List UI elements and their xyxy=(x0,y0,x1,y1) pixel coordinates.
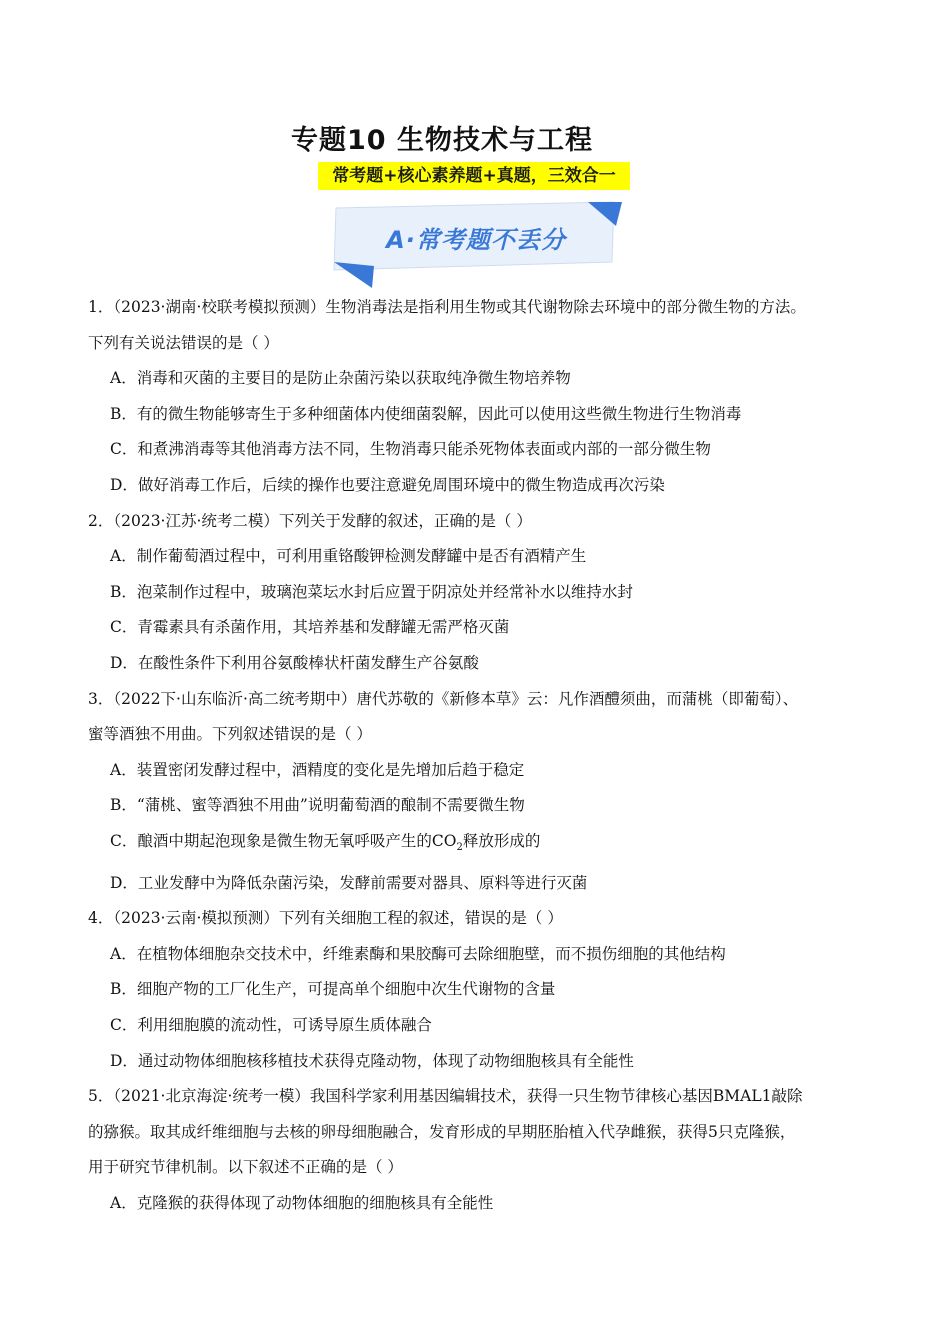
question-5-stem-line-3: 用于研究节律机制。以下叙述不正确的是（ ） xyxy=(88,1158,403,1177)
question-2-option-c: C．青霉素具有杀菌作用，其培养基和发酵罐无需严格灭菌 xyxy=(110,618,510,637)
question-5-option-a: A．克隆猴的获得体现了动物体细胞的细胞核具有全能性 xyxy=(110,1193,494,1212)
question-3-stem-line-2: 蜜等酒独不用曲。下列叙述错误的是（ ） xyxy=(88,725,372,744)
co2-subscript: 2 xyxy=(456,842,463,853)
question-2-option-b: B．泡菜制作过程中，玻璃泡菜坛水封后应置于阴凉处并经常补水以维持水封 xyxy=(110,582,633,601)
question-4 xyxy=(88,901,863,1079)
question-4-option-b: B．细胞产物的工厂化生产，可提高单个细胞中次生代谢物的含量 xyxy=(110,980,556,999)
question-1-stem-line-1: 1．（2023·湖南·校联考模拟预测）生物消毒法是指利用生物或其代谢物除去环境中的部分微生物的方法。 xyxy=(88,298,806,316)
subtitle-highlight: 常考题+核心素养题+真题，三效合一 xyxy=(318,162,630,190)
page-title: 专题10 生物技术与工程 xyxy=(291,125,593,156)
question-4-stem-line-1: 4．（2023·云南·模拟预测）下列有关细胞工程的叙述，错误的是（ ） xyxy=(88,909,563,928)
question-3 xyxy=(88,682,863,902)
question-2-stem-line-1: 2．（2023·江苏·统考二模）下列关于发酵的叙述，正确的是（ ） xyxy=(88,511,532,530)
question-3-option-d: D．工业发酵中为降低杂菌污染，发酵前需要对器具、原料等进行灭菌 xyxy=(110,873,588,892)
banner-label: A·常考题不丢分 xyxy=(386,226,566,254)
question-2 xyxy=(88,504,863,682)
question-5-stem-line-2: 的猕猴。取其成纤维细胞与去核的卵母细胞融合，发育形成的早期胚胎植入代孕雌猴，获得5只克隆猴， xyxy=(88,1122,796,1141)
question-3-option-c-tail: 释放形成的 xyxy=(462,831,541,850)
question-4-option-a: A．在植物体细胞杂交技术中，纤维素酶和果胶酶可去除细胞壁，而不损伤细胞的其他结构 xyxy=(110,944,726,963)
question-5-stem-line-1: 5．（2021·北京海淀·统考一模）我国科学家利用基因编辑技术，获得一只生物节律核心基因BMAL1敲除 xyxy=(88,1087,803,1106)
question-1 xyxy=(88,290,863,504)
question-3-stem-line-1: 3．（2022下·山东临沂·高二统考期中）唐代苏敬的《新修本草》云：凡作酒醴须曲，而蒲桃（即葡萄）、 xyxy=(88,689,799,708)
question-list xyxy=(88,290,863,1222)
question-3-option-b: B．“蒲桃、蜜等酒独不用曲”说明葡萄酒的酿制不需要微生物 xyxy=(110,796,525,815)
question-1-option-c: C．和煮沸消毒等其他消毒方法不同，生物消毒只能杀死物体表面或内部的一部分微生物 xyxy=(110,440,711,459)
question-3-option-c-text: C．酿酒中期起泡现象是微生物无氧呼吸产生的CO xyxy=(110,831,457,850)
question-1-option-d: D．做好消毒工作后，后续的操作也要注意避免周围环境中的微生物造成再次污染 xyxy=(110,475,665,494)
question-2-option-a: A．制作葡萄酒过程中，可利用重铬酸钾检测发酵罐中是否有酒精产生 xyxy=(110,547,587,566)
question-1-option-a: A．消毒和灭菌的主要目的是防止杂菌污染以获取纯净微生物培养物 xyxy=(110,369,571,388)
question-1-option-b: B．有的微生物能够寄生于多种细菌体内使细菌裂解，因此可以使用这些微生物进行生物消毒 xyxy=(110,404,742,423)
section-banner xyxy=(330,200,622,288)
question-3-option-c xyxy=(88,824,863,866)
question-1-stem-line-2: 下列有关说法错误的是（ ） xyxy=(88,333,279,352)
question-4-option-c: C．利用细胞膜的流动性，可诱导原生质体融合 xyxy=(110,1015,432,1034)
question-2-option-d: D．在酸性条件下利用谷氨酸棒状杆菌发酵生产谷氨酸 xyxy=(110,653,479,672)
question-4-option-d: D．通过动物体细胞核移植技术获得克隆动物，体现了动物细胞核具有全能性 xyxy=(110,1051,634,1070)
question-3-option-a: A．装置密闭发酵过程中，酒精度的变化是先增加后趋于稳定 xyxy=(110,760,525,779)
question-5 xyxy=(88,1079,863,1221)
